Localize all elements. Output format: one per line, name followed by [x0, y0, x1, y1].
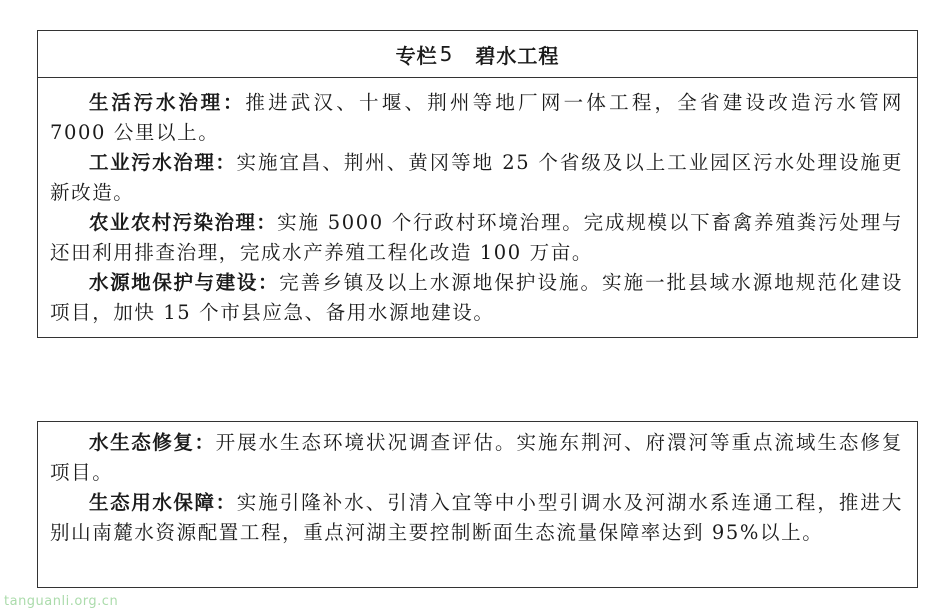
paragraph-heading: 生态用水保障： [89, 491, 237, 514]
paragraph-text: 开展水生态环境状况调查评估。实施东荆河、府澴河等重点流域生态修复项目。 [50, 431, 904, 484]
paragraph-rural-pollution [50, 208, 903, 268]
paragraph-text: 完善乡镇及以上水源地保护设施。实施一批县域水源地规范化建设项目，加快 15 个市县应急、备用水源地建设。 [50, 271, 903, 324]
paragraph-heading: 生活污水治理： [89, 91, 246, 114]
paragraph-eco-restoration [50, 428, 903, 488]
column-box-5 [37, 30, 918, 338]
column-title [38, 31, 917, 78]
paragraph-industrial-sewage [50, 148, 903, 208]
column-body [38, 422, 917, 548]
paragraph-text: 推进武汉、十堰、荆州等地厂网一体工程，全省建设改造污水管网 7000 公里以上。 [50, 91, 903, 144]
paragraph-text: 实施宜昌、荆州、黄冈等地 25 个省级及以上工业园区污水处理设施更新改造。 [50, 151, 904, 204]
column-number: 5 [439, 42, 454, 66]
column-name: 碧水工程 [475, 43, 560, 68]
column-body [38, 78, 917, 328]
paragraph-heading: 水源地保护与建设： [89, 271, 280, 294]
column-label: 专栏 [395, 43, 438, 68]
paragraph-heading: 工业污水治理： [89, 151, 237, 174]
paragraph-water-source [50, 268, 903, 328]
paragraph-eco-water-supply [50, 488, 903, 548]
watermark: tanguanli.org.cn [4, 594, 119, 609]
paragraph-domestic-sewage [50, 88, 903, 148]
paragraph-heading: 农业农村污染治理： [89, 211, 278, 234]
column-box-continued [37, 421, 918, 588]
paragraph-heading: 水生态修复： [89, 431, 216, 454]
paragraph-text: 实施 5000 个行政村环境治理。完成规模以下畜禽养殖粪污处理与还田利用排查治理，完成水产养殖工程化改造 100 万亩。 [50, 211, 903, 264]
paragraph-text: 实施引隆补水、引清入宜等中小型引调水及河湖水系连通工程，推进大别山南麓水资源配置工程，重点河湖主要控制断面生态流量保障率达到 95%以上。 [50, 491, 903, 544]
